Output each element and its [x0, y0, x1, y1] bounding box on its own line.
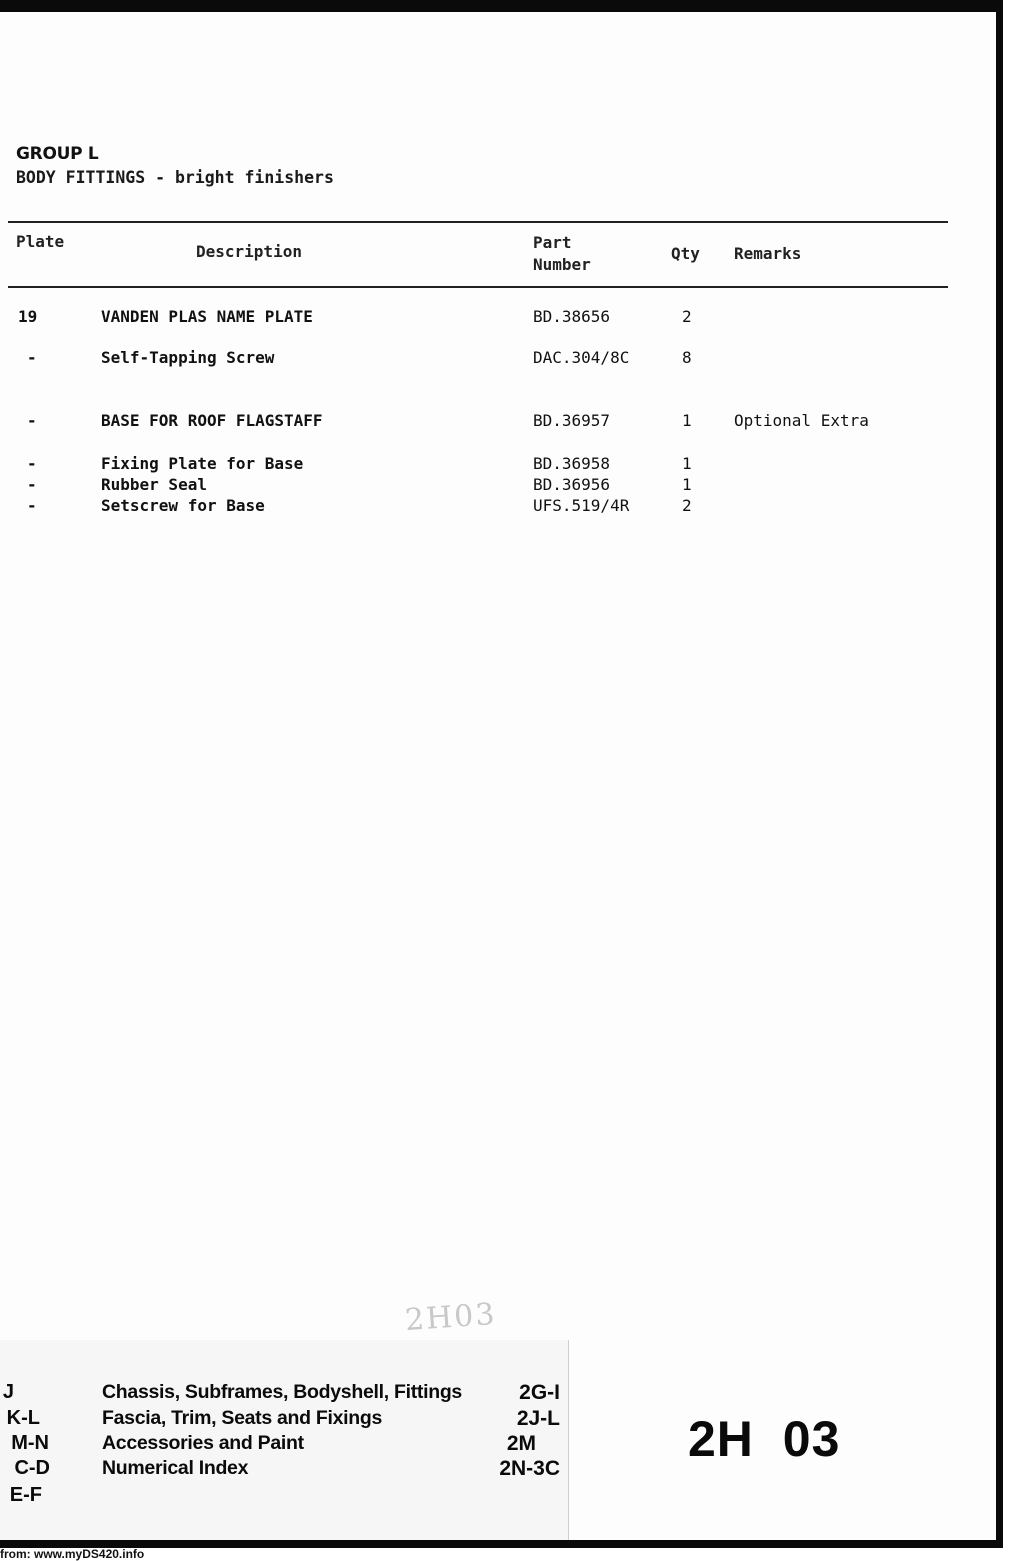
- source-credit: from: www.myDS420.info: [0, 1547, 145, 1561]
- fiche-index-ref: 2G-I: [519, 1381, 560, 1404]
- row-qty: 1: [682, 454, 692, 473]
- row-description: Fixing Plate for Base: [101, 454, 304, 473]
- header-remarks: Remarks: [734, 244, 802, 263]
- group-title: GROUP L: [16, 144, 99, 164]
- fiche-index-row: [0, 1432, 568, 1456]
- header-part-line1: Part: [533, 233, 572, 252]
- fiche-index-ref: 2M: [506, 1432, 536, 1455]
- table-top-rule: [8, 221, 948, 223]
- row-description: Setscrew for Base: [101, 496, 265, 515]
- row-description: VANDEN PLAS NAME PLATE: [101, 307, 313, 326]
- fiche-index-row: [0, 1381, 568, 1405]
- film-frame-top: [0, 0, 1003, 12]
- row-part-number: UFS.519/4R: [533, 496, 630, 515]
- row-qty: 8: [682, 348, 692, 367]
- fiche-index-ref: 2J-L: [516, 1407, 560, 1430]
- document-page: [0, 12, 996, 1540]
- header-qty: Qty: [671, 244, 700, 263]
- header-plate: Plate: [16, 232, 65, 251]
- row-qty: 1: [682, 475, 692, 494]
- header-part-line2: Number: [533, 255, 591, 274]
- row-description: BASE FOR ROOF FLAGSTAFF: [101, 411, 323, 430]
- fiche-index-row: [0, 1484, 568, 1508]
- fiche-index-label: Fascia, Trim, Seats and Fixings: [102, 1407, 383, 1429]
- table-header-rule: [8, 286, 948, 288]
- fiche-index-label: Numerical Index: [102, 1457, 249, 1479]
- fiche-frame-id: 2H 03: [688, 1411, 841, 1467]
- row-plate: -: [27, 475, 37, 494]
- header-description: Description: [196, 242, 302, 261]
- fiche-index-row: [0, 1457, 568, 1481]
- row-plate: 19: [18, 307, 38, 326]
- fiche-index-code: E-F: [9, 1484, 42, 1506]
- row-part-number: BD.38656: [533, 307, 611, 326]
- row-part-number: BD.36957: [533, 411, 611, 430]
- fiche-index-code: M-N: [11, 1432, 49, 1454]
- row-part-number: DAC.304/8C: [533, 348, 630, 367]
- row-qty: 2: [682, 496, 692, 515]
- row-plate: -: [27, 411, 37, 430]
- group-subtitle: BODY FITTINGS - bright finishers: [16, 168, 334, 187]
- row-qty: 1: [682, 411, 692, 430]
- fiche-index-row: [0, 1407, 568, 1431]
- fiche-index-ref: 2N-3C: [499, 1457, 560, 1480]
- row-remarks: Optional Extra: [734, 411, 869, 430]
- row-plate: -: [27, 496, 37, 515]
- handwritten-note: 2H03: [403, 1296, 498, 1339]
- fiche-index-code: J: [2, 1381, 14, 1403]
- row-part-number: BD.36956: [533, 475, 611, 494]
- row-plate: -: [27, 348, 37, 367]
- fiche-index-code: K-L: [6, 1407, 40, 1429]
- row-qty: 2: [682, 307, 692, 326]
- row-part-number: BD.36958: [533, 454, 611, 473]
- fiche-index-code: C-D: [14, 1457, 50, 1479]
- fiche-index-label: Accessories and Paint: [102, 1432, 304, 1454]
- film-frame-bottom: [0, 1540, 1003, 1548]
- fiche-index-label: Chassis, Subframes, Bodyshell, Fittings: [102, 1381, 462, 1403]
- film-frame-right: [996, 0, 1003, 1548]
- row-description: Rubber Seal: [101, 475, 207, 494]
- row-description: Self-Tapping Screw: [101, 348, 275, 367]
- row-plate: -: [27, 454, 37, 473]
